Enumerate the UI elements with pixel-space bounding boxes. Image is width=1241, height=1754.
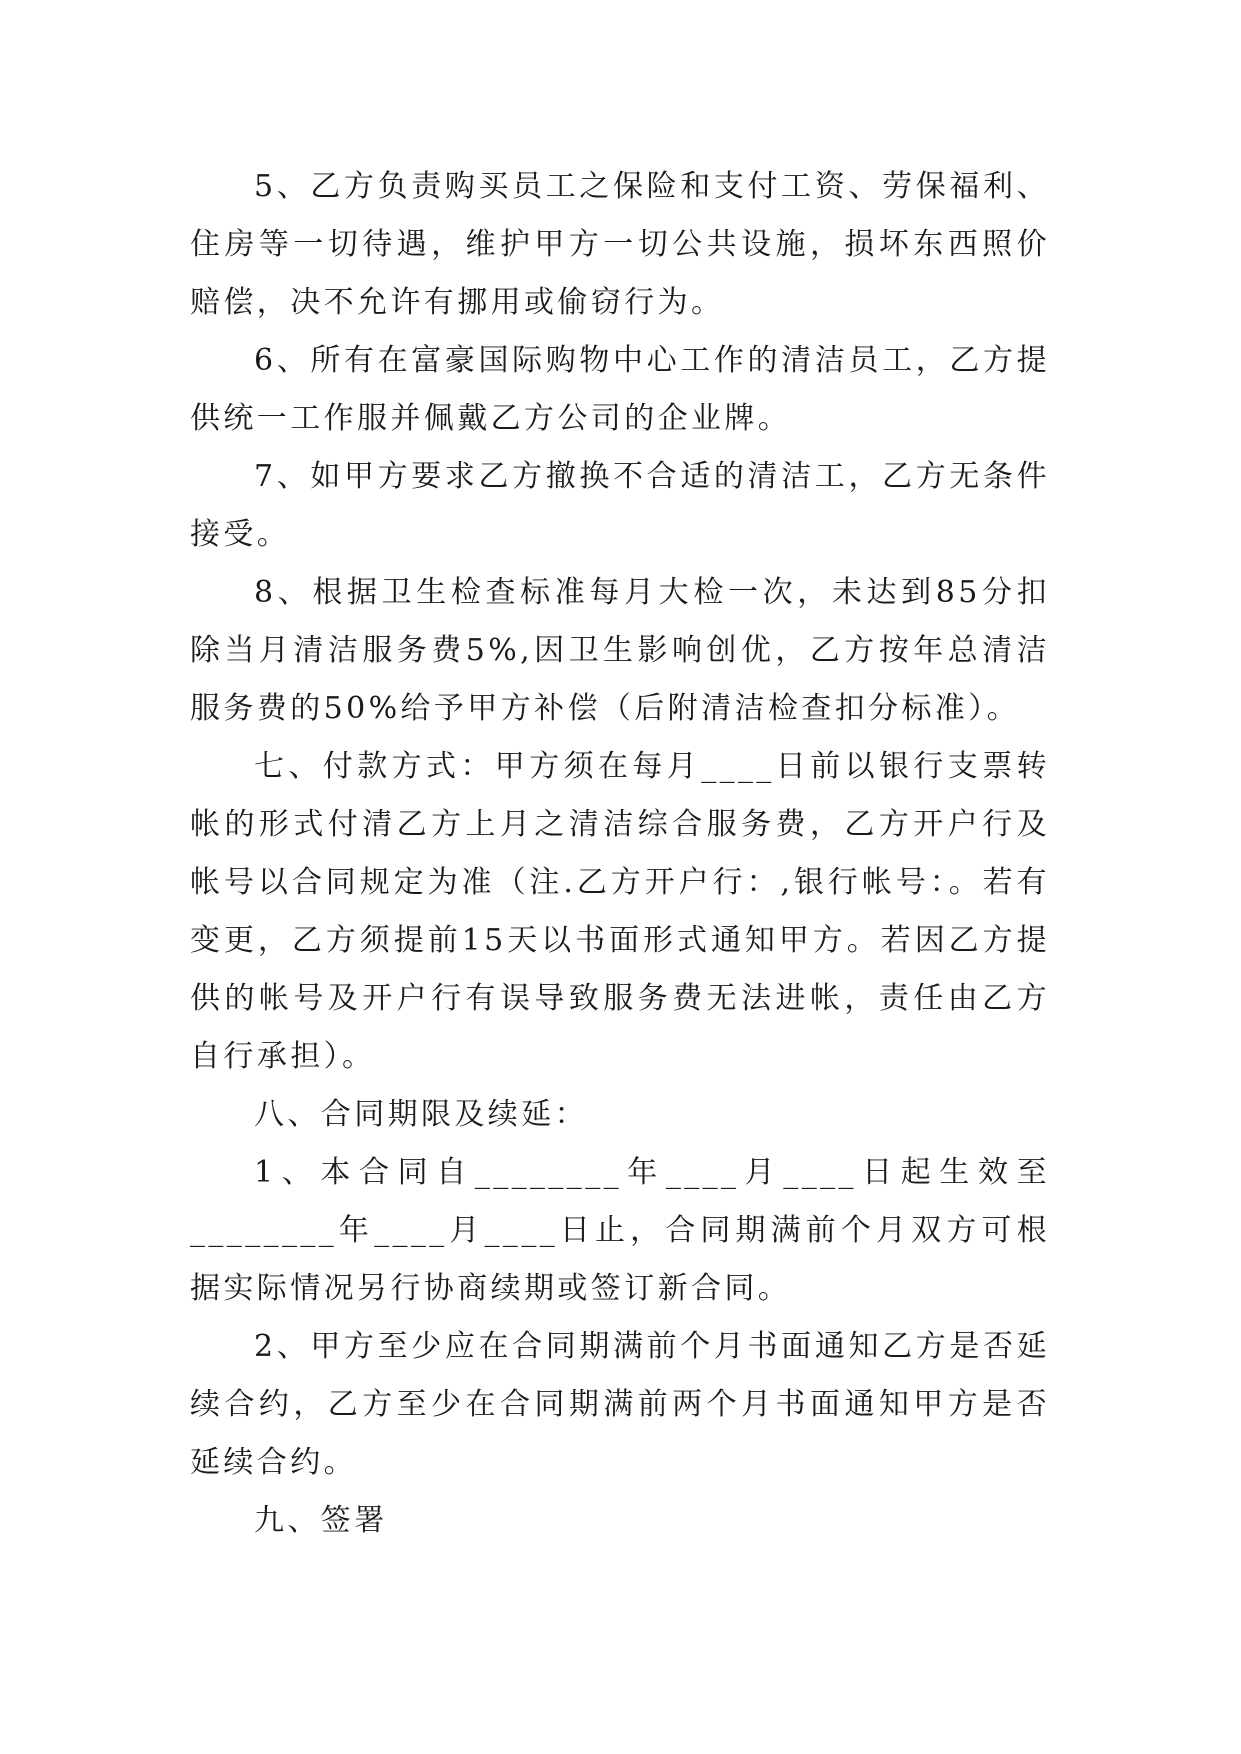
clause-8-inspection: 8、根据卫生检查标准每月大检一次，未达到85分扣除当月清洁服务费5%,因卫生影响创优，乙方按年总清洁服务费的50%给予甲方补偿（后附清洁检查扣分标准）。 [190,575,1050,726]
section-9-heading: 九、签署 [254,1503,388,1538]
section-8-clause-2-renewal: 2、甲方至少应在合同期满前个月书面通知乙方是否延续合约，乙方至少在合同期满前两个月书面通知甲方是否延续合约。 [190,1329,1050,1480]
clause-6-uniform: 6、所有在富豪国际购物中心工作的清洁员工，乙方提供统一工作服并佩戴乙方公司的企业牌。 [190,343,1050,436]
section-8-clause-1-term: 1、本合同自________年____月____日起生效至________年____月____日止，合同期满前个月双方可根据实际情况另行协商续期或签订新合同。 [190,1155,1050,1306]
document-body [190,158,1050,1550]
section-7-payment: 七、付款方式：甲方须在每月____日前以银行支票转帐的形式付清乙方上月之清洁综合服务费，乙方开户行及帐号以合同规定为准（注.乙方开户行：,银行帐号：。若有变更，乙方须提前15天以书面形式通知甲方。若因乙方提供的帐号及开户行有误导致服务费无法进帐，责任由乙方自行承担）。 [190,749,1050,1074]
clause-5-staff-insurance: 5、乙方负责购买员工之保险和支付工资、劳保福利、住房等一切待遇，维护甲方一切公共设施，损坏东西照价赔偿，决不允许有挪用或偷窃行为。 [190,169,1050,320]
section-8-heading: 八、合同期限及续延： [254,1097,588,1132]
clause-7-replacement: 7、如甲方要求乙方撤换不合适的清洁工，乙方无条件接受。 [190,459,1050,552]
